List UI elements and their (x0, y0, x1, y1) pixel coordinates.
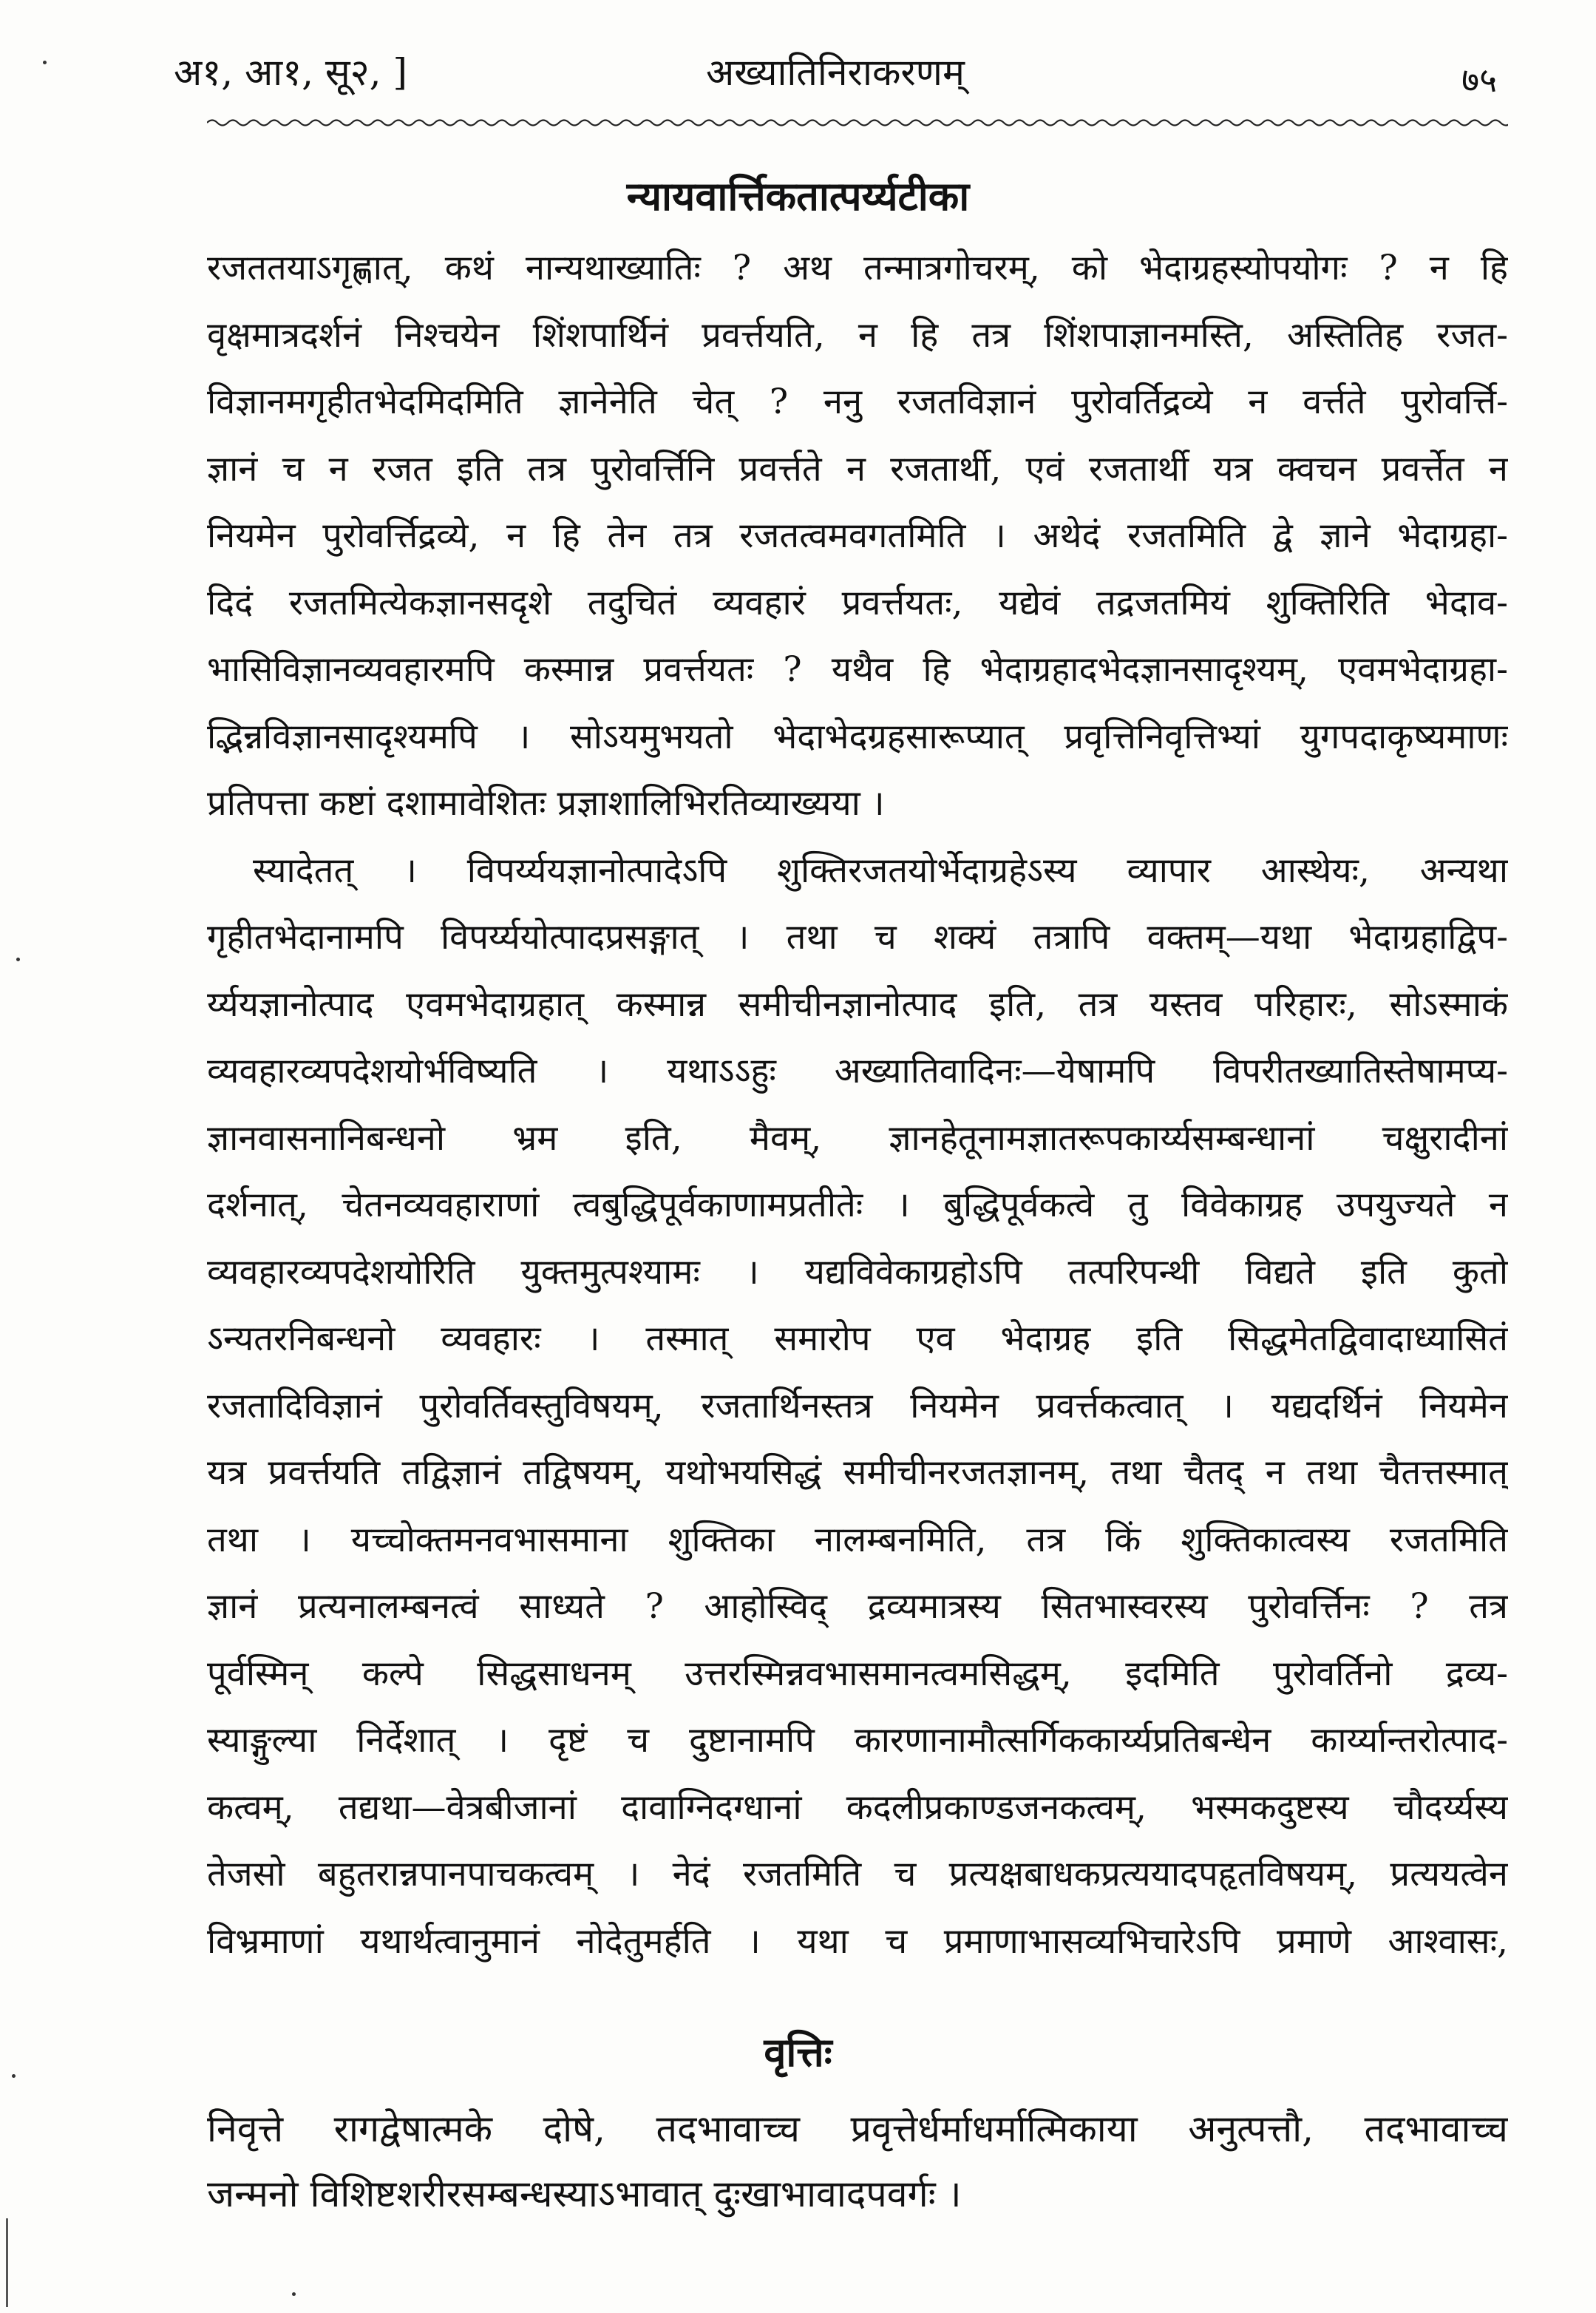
scan-edge-mark (6, 2218, 8, 2307)
text-line: ऽन्यतरनिबन्धनो व्यवहारः । तस्मात् समारोप एव भेदाग्रह इति सिद्धमेतद्विवादाध्यासितं (207, 1318, 1508, 1359)
text-line: दिदं रजतमित्येकज्ञानसदृशे तदुचितं व्यवहारं प्रवर्त्तयतः, यद्येवं तद्रजतमियं शुक्तिरिति भेदाव- (207, 582, 1508, 623)
header-reference: अ१, आ१, सू२, ] (174, 51, 407, 94)
text-line: निवृत्ते रागद्वेषात्मके दोषे, तदभावाच्च प्रवृत्तेर्धर्माधर्मात्मिकाया अनुत्पत्तौ, तदभावाच्च (207, 2107, 1508, 2150)
text-line: जन्मनो विशिष्टशरीरसम्बन्धस्याऽभावात् दुःखाभावादपवर्गः । (207, 2173, 962, 2215)
text-line: स्याङ्गुल्या निर्देशात् । दृष्टं च दुष्टानामपि कारणानामौत्सर्गिककार्य्यप्रतिबन्धेन कार्य्यान्तरोत्पाद- (207, 1720, 1508, 1761)
text-line: यत्र प्रवर्त्तयति तद्विज्ञानं तद्विषयम्, यथोभयसिद्धं समीचीनरजतज्ञानम्, तथा चैतद् न तथा चैतत्तस्मात् (207, 1452, 1508, 1493)
text-line: ज्ञानं प्रत्यनालम्बनत्वं साध्यते ? आहोस्विद् द्रव्यमात्रस्य सितभास्वरस्य पुरोवर्त्तिनः ? तत्र (207, 1586, 1508, 1627)
text-line: विभ्रमाणां यथार्थत्वानुमानं नोदेतुमर्हति । यथा च प्रमाणाभासव्यभिचारेऽपि प्रमाणे आश्वासः, (207, 1920, 1508, 1962)
vritti-title: वृत्तिः (764, 2028, 832, 2076)
text-line: व्यवहारव्यपदेशयोरिति युक्तमुत्पश्यामः । यद्यविवेकाग्रहोऽपि तत्परिपन्थी विद्यते इति कुतो (207, 1251, 1508, 1293)
header-chapter-title: अख्यातिनिराकरणम् (706, 51, 965, 94)
text-line: ज्ञानवासनानिबन्धनो भ्रम इति, मैवम्, ज्ञानहेतूनामज्ञातरूपकार्य्यसम्बन्धानां चक्षुरादीनां (207, 1117, 1508, 1159)
text-line: विज्ञानमगृहीतभेदमिदमिति ज्ञानेनेति चेत् ? ननु रजतविज्ञानं पुरोवर्तिद्रव्ये न वर्त्तते पुरोवर्त्ति- (207, 382, 1508, 422)
text-line: दर्शनात्, चेतनव्यवहाराणां त्वबुद्धिपूर्वकाणामप्रतीतेः । बुद्धिपूर्वकत्वे तु विवेकाग्रह उपयुज्यते न (207, 1185, 1508, 1225)
scan-speck (43, 61, 47, 64)
text-line: र्य्ययज्ञानोत्पाद एवमभेदाग्रहात् कस्मान्न समीचीनज्ञानोत्पाद इति, तत्र यस्तव परिहारः, सोऽस्माकं (207, 983, 1508, 1025)
text-line: रजतादिविज्ञानं पुरोवर्तिवस्तुविषयम्, रजतार्थिनस्तत्र नियमेन प्रवर्त्तकत्वात् । यद्यदर्थिनं नियमेन (207, 1385, 1508, 1426)
text-line: नियमेन पुरोवर्त्तिद्रव्ये, न हि तेन तत्र रजतत्वमवगतमिति । अथेदं रजतमिति द्वे ज्ञाने भेदाग्रहा- (207, 515, 1508, 556)
text-line: तथा । यच्चोक्तमनवभासमाना शुक्तिका नालम्बनमिति, तत्र किं शुक्तिकात्वस्य रजतमिति (207, 1519, 1508, 1560)
vritti-body (207, 2096, 1508, 2226)
page-number: ७५ (1461, 60, 1497, 100)
text-line: पूर्वस्मिन् कल्पे सिद्धसाधनम् उत्तरस्मिन्नवभासमानत्वमसिद्धम्, इदमिति पुरोवर्तिनो द्रव्य- (207, 1653, 1508, 1694)
scan-speck (16, 958, 20, 961)
text-line: प्रतिपत्ता कष्टां दशामावेशितः प्रज्ञाशालिभिरतिव्याख्यया । (207, 783, 885, 824)
text-line: व्यवहारव्यपदेशयोर्भविष्यति । यथाऽऽहुः अख्यातिवादिनः—येषामपि विपरीतख्यातिस्तेषामप्य- (207, 1051, 1508, 1091)
text-line: ज्ञानं च न रजत इति तत्र पुरोवर्त्तिनि प्रवर्त्तते न रजतार्थी, एवं रजतार्थी यत्र क्वचन प्रवर्त्तेत न (207, 448, 1508, 490)
text-line: भासिविज्ञानव्यवहारमपि कस्मान्न प्रवर्त्तयतः ? यथैव हि भेदाग्रहादभेदज्ञानसादृश्यम्, एवमभेदाग्रहा- (207, 649, 1508, 690)
text-line: द्भिन्नविज्ञानसादृश्यमपि । सोऽयमुभयतो भेदाभेदग्रहसारूप्यात् प्रवृत्तिनिवृत्तिभ्यां युगपदाकृष्यमाणः (207, 716, 1508, 757)
header-wavy-rule (207, 117, 1508, 129)
scan-speck (292, 2292, 296, 2296)
commentary-body (207, 235, 1508, 1975)
text-line: गृहीतभेदानामपि विपर्य्ययोत्पादप्रसङ्गात् । तथा च शक्यं तत्रापि वक्तम्—यथा भेदाग्रहाद्विप- (207, 917, 1508, 958)
running-header (174, 43, 1497, 109)
text-line: रजततयाऽगृह्णात्, कथं नान्यथाख्यातिः ? अथ तन्मात्रगोचरम्, को भेदाग्रहस्योपयोगः ? न हि (207, 248, 1508, 288)
scan-speck (12, 2074, 16, 2078)
text-line: कत्वम्, तद्यथा—वेत्रबीजानां दावाग्निदग्धानां कदलीप्रकाण्डजनकत्वम्, भस्मकदुष्टस्य चौदर्य्यस्य (207, 1787, 1508, 1828)
text-line: तेजसो बहुतरान्नपानपाचकत्वम् । नेदं रजतमिति च प्रत्यक्षबाधकप्रत्ययादपहृतविषयम्, प्रत्ययत्वेन (207, 1854, 1508, 1894)
text-line: वृक्षमात्रदर्शनं निश्चयेन शिंशपार्थिनं प्रवर्त्तयति, न हि तत्र शिंशपाज्ञानमस्ति, अस्तितिह रजत- (207, 314, 1508, 356)
commentary-title: न्यायवार्त्तिकतात्पर्य्यटीका (626, 172, 970, 220)
paragraph-start-line: स्यादेतत् । विपर्य्ययज्ञानोत्पादेऽपि शुक्तिरजतयोर्भेदाग्रहेऽस्य व्यापार आस्थेयः, अन्यथा (253, 850, 1508, 891)
